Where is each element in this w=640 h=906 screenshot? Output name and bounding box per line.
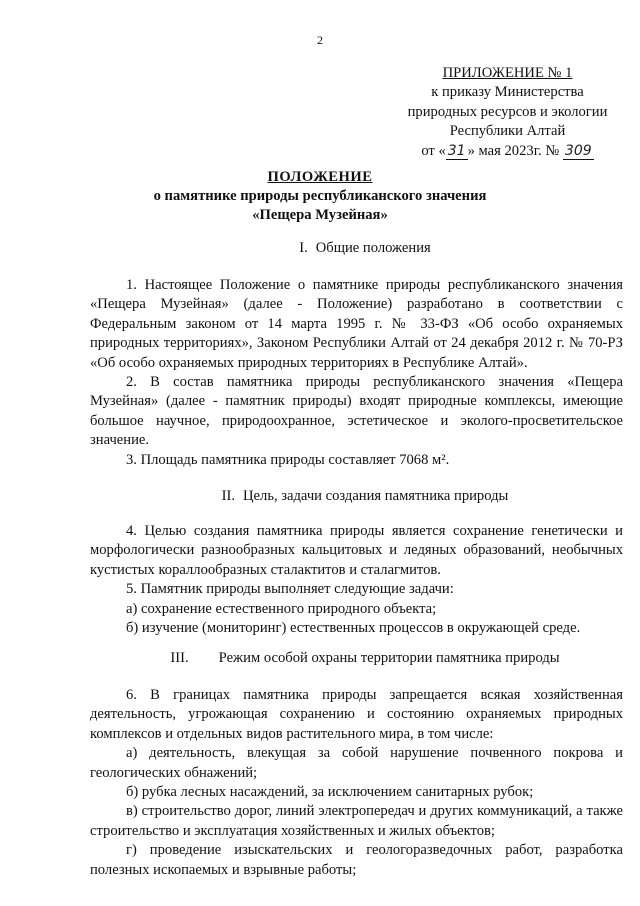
paragraph-5: 5. Памятник природы выполняет следующие задачи: [126, 581, 454, 598]
date-prefix: от « [421, 142, 446, 159]
paragraph-1: 1. Настоящее Положение о памятнике природы республиканского значения «Пещера Музейная» (далее - Положение) разработано в соответствии с Федеральным законом от 14 марта 1995 г. № 33-ФЗ «Об особо охраняемых природных территориях», Законом Республики Алтай от 24 декабря 2012 г. № 70-РЗ «Об особо охраняемых природных территориях в Республике Алтай». [90, 277, 623, 371]
handwritten-order-number: 309 [564, 142, 592, 159]
section-number: III. [170, 650, 189, 666]
title-object-name: «Пещера Музейная» [252, 207, 388, 223]
section-title: Режим особой охраны территории памятника природы [218, 650, 560, 666]
paragraph-3: 3. Площадь памятника природы составляет 7068 м². [126, 451, 450, 468]
section-3-body [90, 686, 623, 880]
paragraph-6c: в) строительство дорог, линий электропередач и других коммуникаций, а также строительство и эксплуатация хозяйственных и жилых объектов; [90, 803, 623, 839]
section-title: Цель, задачи создания памятника природы [243, 488, 509, 504]
section-2-body [90, 522, 623, 638]
section-number: I. [299, 240, 308, 256]
title-main: ПОЛОЖЕНИЕ [267, 169, 373, 185]
appendix-line-republic: Республики Алтай [449, 123, 566, 140]
appendix-line-order: к приказу Министерства [431, 84, 584, 101]
section-number: II. [221, 488, 236, 504]
paragraph-5b: б) изучение (мониторинг) естественных процессов в окружающей среде. [126, 620, 581, 637]
appendix-date-line [400, 142, 615, 161]
paragraph-6: 6. В границах памятника природы запрещается всякая хозяйственная деятельность, угрожающая сохранению и состоянию охраняемых природных комплексов и отдельных видов растительного мира, в том числе: [90, 687, 623, 742]
section-1-body [90, 276, 623, 470]
handwritten-day: 31 [447, 142, 466, 159]
section-heading-2 [90, 488, 640, 505]
paragraph-6a: а) деятельность, влекущая за собой нарушение почвенного покрова и геологических обнажений; [90, 745, 623, 781]
appendix-line-ministry: природных ресурсов и экологии [407, 103, 608, 120]
title-subject: о памятнике природы республиканского значения [153, 188, 487, 204]
section-heading-3 [90, 650, 640, 667]
page-number: 2 [317, 33, 323, 47]
date-middle: » мая 2023г. № [467, 142, 560, 159]
appendix-block [400, 64, 615, 161]
appendix-title: ПРИЛОЖЕНИЕ № 1 [442, 65, 573, 81]
paragraph-5a: а) сохранение естественного природного объекта; [126, 600, 437, 617]
paragraph-6d: г) проведение изыскательских и геологоразведочных работ, разработка полезных ископаемых и взрывные работы; [90, 842, 623, 878]
paragraph-4: 4. Целью создания памятника природы является сохранение генетически и морфологически разнообразных кальцитовых и ледяных образований, необычных кустистых кораллообразных сталактитов и сталагмитов. [90, 523, 623, 578]
paragraph-6b: б) рубка лесных насаждений, за исключением санитарных рубок; [126, 784, 534, 801]
section-heading-1 [90, 240, 640, 257]
document-title [0, 168, 640, 225]
paragraph-2: 2. В состав памятника природы республиканского значения «Пещера Музейная» (далее - памятник природы) входят природные комплексы, имеющие большое научное, природоохранное, эстетическое и эколого-просветительское значение. [90, 374, 623, 449]
section-title: Общие положения [315, 240, 431, 256]
